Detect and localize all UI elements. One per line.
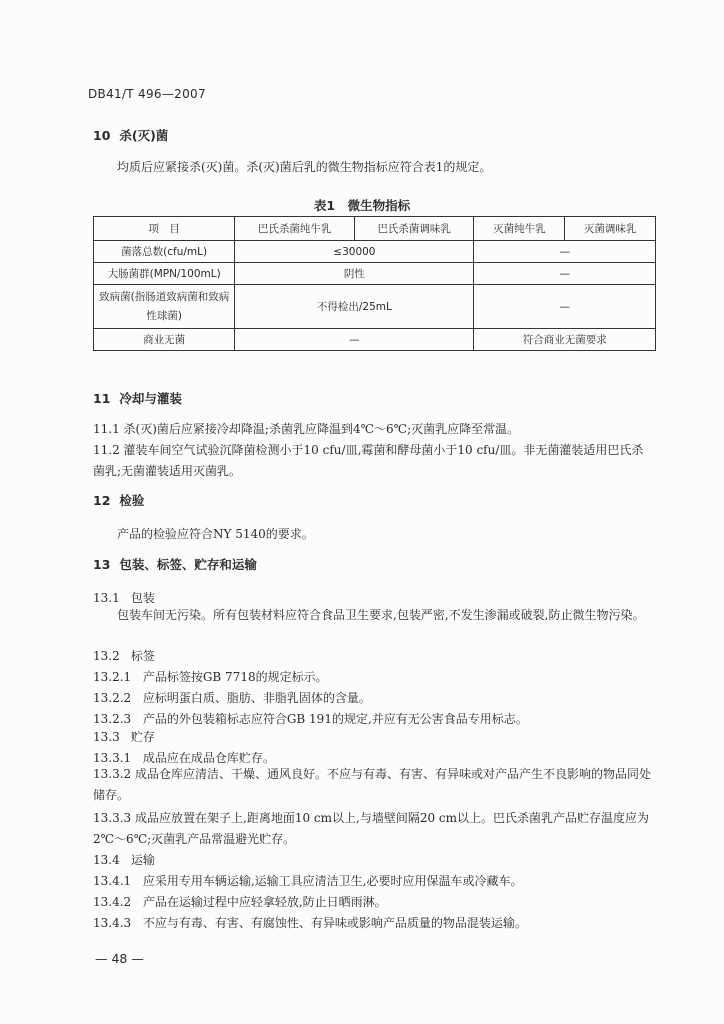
clause-number: 13.4 xyxy=(93,853,120,867)
row-item: 商业无菌 xyxy=(94,329,235,351)
clause-13-4-2 xyxy=(93,893,387,910)
clause-number: 13.4.3 xyxy=(93,916,132,930)
table-row xyxy=(94,285,656,329)
clause-text: 成品应放置在架子上,距离地面10 cm以上,与墙壁间隔20 cm以上。巴氏杀菌乳产品贮存温度应为2℃～6℃;灭菌乳产品常温避光贮存。 xyxy=(93,811,649,846)
section-title: 检验 xyxy=(119,493,145,508)
section-13-heading xyxy=(93,555,257,573)
clause-text: 产品标签按GB 7718的规定标示。 xyxy=(142,670,328,684)
section-number: 12 xyxy=(93,493,111,508)
microbial-index-table xyxy=(93,216,656,351)
clause-number: 13.4.1 xyxy=(93,874,132,888)
subsection-13-2 xyxy=(93,647,155,664)
clause-number: 13.3.2 xyxy=(93,767,132,781)
clause-13-4-1 xyxy=(93,872,522,889)
clause-text: 产品在运输过程中应轻拿轻放,防止日晒雨淋。 xyxy=(142,895,387,909)
clause-number: 13.2 xyxy=(93,649,120,663)
clause-text: 杀(灭)菌后应紧接冷却降温;杀菌乳应降温到4℃～6℃;灭菌乳应降至常温。 xyxy=(123,422,520,436)
row-item: 菌落总数(cfu/mL) xyxy=(94,241,235,263)
subsection-title: 包装 xyxy=(130,591,155,605)
clause-number: 13.2.1 xyxy=(93,670,132,684)
clause-number: 13.1 xyxy=(93,591,120,605)
table-row xyxy=(94,241,656,263)
clause-13-2-2 xyxy=(93,689,371,706)
clause-13-3-2 xyxy=(93,764,653,806)
subsection-13-1 xyxy=(93,589,155,606)
row-sterilized-value: — xyxy=(474,285,656,329)
row-sterilized-value: 符合商业无菌要求 xyxy=(474,329,656,351)
section-12-heading xyxy=(93,491,144,509)
standard-code: DB41/T 496—2007 xyxy=(88,87,206,101)
clause-13-2-1 xyxy=(93,668,328,685)
subsection-title: 贮存 xyxy=(130,730,155,744)
table-row xyxy=(94,329,656,351)
clause-number: 13.3.1 xyxy=(93,751,132,765)
table-row xyxy=(94,263,656,285)
row-pasteurized-value: ≤30000 xyxy=(235,241,474,263)
clause-text: 应采用专用车辆运输,运输工具应清洁卫生,必要时应用保温车或冷藏车。 xyxy=(142,874,523,888)
subsection-13-3 xyxy=(93,728,155,745)
clause-number: 11.2 xyxy=(93,443,120,457)
subsection-13-1-paragraph: 包装车间无污染。所有包装材料应符合食品卫生要求,包装严密,不发生渗漏或破裂,防止微生物污染。 xyxy=(117,608,645,622)
clause-11-2 xyxy=(93,440,653,482)
subsection-title: 运输 xyxy=(130,853,155,867)
clause-13-3-3 xyxy=(93,808,653,850)
clause-text: 应标明蛋白质、脂肪、非脂乳固体的含量。 xyxy=(142,691,371,705)
section-number: 13 xyxy=(93,557,111,572)
subsection-13-4 xyxy=(93,851,155,868)
section-11-heading xyxy=(93,389,182,407)
clause-number: 11.1 xyxy=(93,422,120,436)
col-pasteurized-flavored: 巴氏杀菌调味乳 xyxy=(354,217,474,241)
clause-text: 不应与有毒、有害、有腐蚀性、有异味或影响产品质量的物品混装运输。 xyxy=(142,916,527,930)
row-pasteurized-value: — xyxy=(235,329,474,351)
clause-11-1 xyxy=(93,419,653,440)
row-item: 大肠菌群(MPN/100mL) xyxy=(94,263,235,285)
section-title: 包装、标签、贮存和运输 xyxy=(119,557,257,572)
row-item: 致病菌(指肠道致病菌和致病性球菌) xyxy=(94,285,235,329)
clause-text: 灌装车间空气试验沉降菌检测小于10 cfu/皿,霉菌和酵母菌小于10 cfu/皿。非无菌灌装适用巴氏杀菌乳;无菌灌装适用灭菌乳。 xyxy=(93,443,644,478)
section-number: 10 xyxy=(93,128,111,143)
row-pasteurized-value: 不得检出/25mL xyxy=(235,285,474,329)
clause-number: 13.3.3 xyxy=(93,811,132,825)
clause-text: 成品仓库应清洁、干燥、通风良好。不应与有毒、有害、有异味或对产品产生不良影响的物品同处储存。 xyxy=(93,767,652,802)
table-caption: 表1 微生物指标 xyxy=(313,198,411,213)
clause-13-2-3 xyxy=(93,710,528,727)
col-pasteurized-pure: 巴氏杀菌纯牛乳 xyxy=(235,217,355,241)
clause-number: 13.2.2 xyxy=(93,691,132,705)
section-10-paragraph: 均质后应紧接杀(灭)菌。杀(灭)菌后乳的微生物指标应符合表1的规定。 xyxy=(117,160,492,174)
col-item: 项 目 xyxy=(94,217,235,241)
clause-number: 13.3 xyxy=(93,730,120,744)
table-header-row xyxy=(94,217,656,241)
col-sterilized-flavored: 灭菌调味乳 xyxy=(565,217,656,241)
section-title: 杀(灭)菌 xyxy=(119,128,169,143)
clause-number: 13.4.2 xyxy=(93,895,132,909)
section-title: 冷却与灌装 xyxy=(119,391,182,406)
row-sterilized-value: — xyxy=(474,241,656,263)
section-12-paragraph: 产品的检验应符合NY 5140的要求。 xyxy=(117,527,314,541)
section-10-heading xyxy=(93,126,168,144)
subsection-title: 标签 xyxy=(130,649,155,663)
page-number: — 48 — xyxy=(95,951,144,966)
section-number: 11 xyxy=(93,391,111,406)
clause-number: 13.2.3 xyxy=(93,712,132,726)
row-pasteurized-value: 阴性 xyxy=(235,263,474,285)
col-sterilized-pure: 灭菌纯牛乳 xyxy=(474,217,565,241)
row-sterilized-value: — xyxy=(474,263,656,285)
clause-text: 产品的外包装箱标志应符合GB 191的规定,并应有无公害食品专用标志。 xyxy=(142,712,528,726)
clause-text: 成品应在成品仓库贮存。 xyxy=(142,751,275,765)
clause-13-4-3 xyxy=(93,914,527,931)
